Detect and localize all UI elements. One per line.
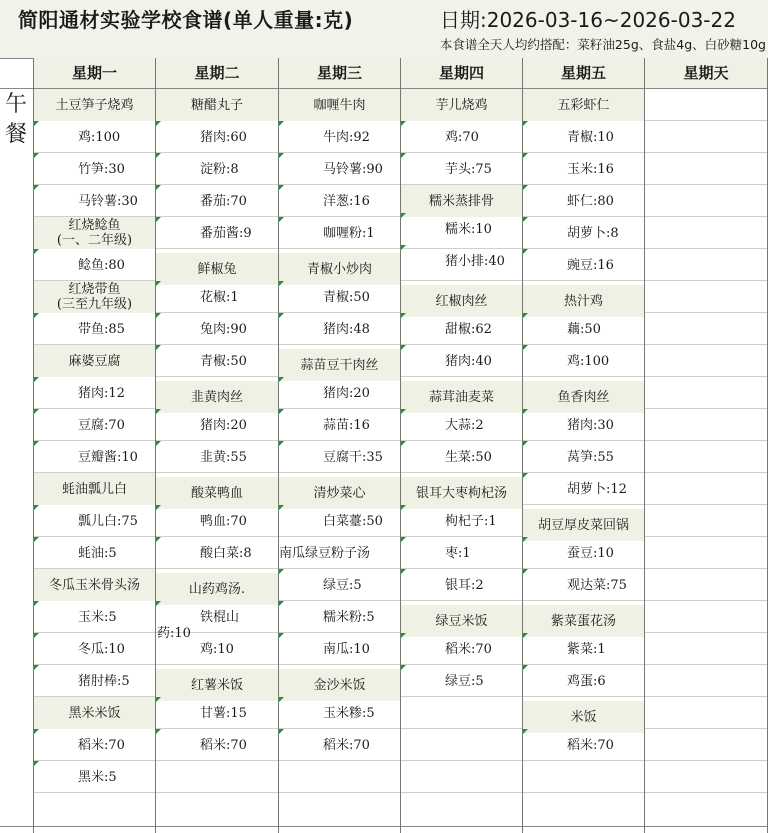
- cell-marker: [156, 281, 161, 286]
- dish-name: 五彩虾仁: [523, 89, 644, 121]
- ingredient-wrap: 药:10: [157, 625, 191, 641]
- ingredient: 稻米:70: [445, 641, 492, 657]
- ingredient: 冬瓜:10: [78, 641, 125, 657]
- ingredient: 番茄:70: [200, 193, 247, 209]
- cell-marker: [401, 665, 406, 670]
- cell-marker: [34, 185, 39, 190]
- cell-marker: [34, 633, 39, 638]
- cell-marker: [523, 121, 528, 126]
- dish-name: 紫菜蛋花汤: [523, 605, 644, 637]
- ingredient: 蚕豆:10: [567, 545, 614, 561]
- day-header-tuesday: 星期二: [156, 58, 278, 88]
- cell-marker: [279, 281, 284, 286]
- ingredient: 胡萝卜:12: [567, 481, 627, 497]
- cell-marker: [34, 409, 39, 414]
- dish-name: 糖醋丸子: [156, 89, 278, 121]
- dish-name-line: 红烧带鱼: [68, 282, 121, 297]
- seasoning-note: 本食谱全天人均约搭配：菜籽油25g、食盐4g、白砂糖10g: [439, 37, 766, 52]
- cell-marker: [523, 473, 528, 478]
- ingredient: 牛肉:92: [323, 129, 370, 145]
- cell-marker: [156, 697, 161, 702]
- dish-name: [34, 281, 155, 313]
- cell-marker: [279, 633, 284, 638]
- ingredient: 芋头:75: [445, 161, 492, 177]
- ingredient: 铁棍山: [200, 609, 240, 625]
- ingredient: 豆腐:70: [78, 417, 125, 433]
- cell-marker: [401, 313, 406, 318]
- ingredient: 猪肉:30: [567, 417, 614, 433]
- dish-name: 山药鸡汤.: [156, 573, 278, 605]
- day-header-thursday: 星期四: [401, 58, 522, 88]
- date-range: 日期:2026-03-16~2026-03-22: [440, 8, 736, 32]
- ingredient: 紫菜:1: [567, 641, 606, 657]
- ingredient: 豆瓣酱:10: [78, 449, 138, 465]
- cell-marker: [523, 633, 528, 638]
- ingredient: 黑米:5: [78, 769, 117, 785]
- ingredient: 咖喱粉:1: [323, 225, 375, 241]
- dish-name: 银耳大枣枸杞汤: [401, 477, 522, 509]
- ingredient: 鸡:10: [200, 641, 234, 657]
- cell-marker: [523, 217, 528, 222]
- cell-marker: [34, 249, 39, 254]
- cell-marker: [34, 121, 39, 126]
- dish-name: 芋儿烧鸡: [401, 89, 522, 121]
- day-header-wednesday: 星期三: [279, 58, 400, 88]
- ingredient: 鸡:70: [445, 129, 479, 145]
- dish-name: 热汁鸡: [523, 285, 644, 317]
- ingredient: 观达菜:75: [567, 577, 627, 593]
- cell-marker: [34, 153, 39, 158]
- dish-name-note: (一、二年级): [56, 233, 133, 248]
- ingredient: 番茄酱:9: [200, 225, 252, 241]
- cell-marker: [401, 121, 406, 126]
- column-divider: [644, 58, 645, 833]
- ingredient: 胡萝卜:8: [567, 225, 619, 241]
- cell-marker: [523, 665, 528, 670]
- day-header-sunday: 星期天: [645, 58, 767, 88]
- ingredient: 洋葱:16: [323, 193, 370, 209]
- cell-marker: [523, 249, 528, 254]
- dish-name-line: 红烧鲶鱼: [68, 218, 121, 233]
- dish-name: 红薯米饭: [156, 669, 278, 701]
- ingredient: 枸杞子:1: [445, 513, 497, 529]
- meal-label-lunch: 午餐: [4, 92, 27, 147]
- ingredient: 兔肉:90: [200, 321, 247, 337]
- dish-name: 蚝油瓢儿白: [34, 473, 155, 505]
- cell-marker: [523, 345, 528, 350]
- dish-name: 黑米米饭: [34, 697, 155, 729]
- cell-marker: [279, 153, 284, 158]
- ingredient: 绿豆:5: [445, 673, 484, 689]
- cell-marker: [34, 761, 39, 766]
- dish-name: 冬瓜玉米骨头汤: [34, 569, 155, 601]
- ingredient: 糯米:10: [445, 221, 492, 237]
- dish-name: 蒜苗豆干肉丝: [279, 349, 400, 381]
- cell-marker: [34, 729, 39, 734]
- cell-marker: [156, 345, 161, 350]
- cell-marker: [401, 345, 406, 350]
- cell-marker: [523, 441, 528, 446]
- cell-marker: [401, 245, 406, 250]
- cell-marker: [156, 601, 161, 606]
- dish-name: 韭黄肉丝: [156, 381, 278, 413]
- ingredient: 猪肉:20: [200, 417, 247, 433]
- ingredient: 稻米:70: [78, 737, 125, 753]
- day-header-monday: 星期一: [34, 58, 155, 88]
- ingredient: 豆腐干:35: [323, 449, 383, 465]
- cell-marker: [279, 569, 284, 574]
- ingredient: 藕:50: [567, 321, 601, 337]
- ingredient: 稻米:70: [323, 737, 370, 753]
- cell-marker: [156, 505, 161, 510]
- cell-marker: [401, 213, 406, 218]
- ingredient: 豌豆:16: [567, 257, 614, 273]
- cell-marker: [156, 153, 161, 158]
- ingredient: 猪肉:48: [323, 321, 370, 337]
- dish-name: 米饭: [523, 701, 644, 733]
- ingredient: 稻米:70: [567, 737, 614, 753]
- ingredient: 猪小排:40: [445, 253, 505, 269]
- ingredient: 甘薯:15: [200, 705, 247, 721]
- cell-marker: [156, 537, 161, 542]
- dish-name: 蒜茸油麦菜: [401, 381, 522, 413]
- cell-marker: [279, 505, 284, 510]
- dish-name: 麻婆豆腐: [34, 345, 155, 377]
- ingredient: 南瓜:10: [323, 641, 370, 657]
- cell-marker: [401, 633, 406, 638]
- cell-marker: [279, 601, 284, 606]
- cell-marker: [34, 505, 39, 510]
- dish-name: 绿豆米饭: [401, 605, 522, 637]
- ingredient: 淀粉:8: [200, 161, 239, 177]
- ingredient: 玉米:5: [78, 609, 117, 625]
- ingredient: 瓢儿白:75: [78, 513, 138, 529]
- ingredient: 大蒜:2: [445, 417, 484, 433]
- ingredient: 甜椒:62: [445, 321, 492, 337]
- cell-marker: [523, 409, 528, 414]
- dish-name: 红椒肉丝: [401, 285, 522, 317]
- ingredient: 鸡蛋:6: [567, 673, 606, 689]
- dish-name: 酸菜鸭血: [156, 477, 278, 509]
- dish-name: 清炒菜心: [279, 477, 400, 509]
- ingredient: 虾仁:80: [567, 193, 614, 209]
- dish-name: 咖喱牛肉: [279, 89, 400, 121]
- cell-marker: [279, 121, 284, 126]
- ingredient: 青椒:50: [323, 289, 370, 305]
- ingredient: 青椒:50: [200, 353, 247, 369]
- cell-marker: [523, 569, 528, 574]
- ingredient: 鸭血:70: [200, 513, 247, 529]
- ingredient: 韭黄:55: [200, 449, 247, 465]
- ingredient: 猪肉:12: [78, 385, 125, 401]
- cell-marker: [279, 441, 284, 446]
- cell-marker: [523, 537, 528, 542]
- ingredient: 莴笋:55: [567, 449, 614, 465]
- menu-grid: [0, 58, 768, 833]
- cell-marker: [34, 537, 39, 542]
- dish-name: 土豆笋子烧鸡: [34, 89, 155, 121]
- ingredient: 玉米:16: [567, 161, 614, 177]
- cell-marker: [401, 153, 406, 158]
- cell-marker: [523, 185, 528, 190]
- cell-marker: [401, 569, 406, 574]
- cell-marker: [279, 729, 284, 734]
- ingredient: 猪肉:60: [200, 129, 247, 145]
- cell-marker: [156, 313, 161, 318]
- cell-marker: [401, 441, 406, 446]
- cell-marker: [279, 185, 284, 190]
- dish-name: 鲜椒兔: [156, 253, 278, 285]
- cell-marker: [401, 409, 406, 414]
- cell-marker: [523, 729, 528, 734]
- ingredient: 猪肉:40: [445, 353, 492, 369]
- cell-marker: [34, 313, 39, 318]
- menu-title: 简阳通材实验学校食谱(单人重量:克): [18, 8, 354, 32]
- cell-marker: [279, 377, 284, 382]
- ingredient: 青椒:10: [567, 129, 614, 145]
- ingredient: 竹笋:30: [78, 161, 125, 177]
- cell-marker: [279, 409, 284, 414]
- ingredient: 酸白菜:8: [200, 545, 252, 561]
- cell-marker: [523, 153, 528, 158]
- cell-marker: [401, 505, 406, 510]
- cell-marker: [34, 665, 39, 670]
- ingredient: 稻米:70: [200, 737, 247, 753]
- cell-marker: [156, 217, 161, 222]
- cell-marker: [156, 441, 161, 446]
- ingredient: 鸡:100: [567, 353, 610, 369]
- ingredient: 带鱼:85: [78, 321, 125, 337]
- dish-name: 胡豆厚皮菜回锅: [523, 509, 644, 541]
- cell-marker: [156, 409, 161, 414]
- ingredient: 蚝油:5: [78, 545, 117, 561]
- ingredient: 鲶鱼:80: [78, 257, 125, 273]
- ingredient: 枣:1: [445, 545, 471, 561]
- ingredient: 猪肘棒:5: [78, 673, 130, 689]
- title-bar: [0, 0, 768, 59]
- ingredient: 白菜薹:50: [323, 513, 383, 529]
- ingredient: 鸡:100: [78, 129, 121, 145]
- cell-marker: [156, 121, 161, 126]
- cell-marker: [523, 313, 528, 318]
- cell-marker: [401, 537, 406, 542]
- dish-name: 鱼香肉丝: [523, 381, 644, 413]
- ingredient: 马铃薯:90: [323, 161, 383, 177]
- ingredient: 玉米糁:5: [323, 705, 375, 721]
- ingredient: 马铃薯:30: [78, 193, 138, 209]
- cell-marker: [34, 377, 39, 382]
- cell-marker: [279, 313, 284, 318]
- ingredient: 蒜苗:16: [323, 417, 370, 433]
- dish-name: 南瓜绿豆粉子汤: [279, 545, 371, 561]
- ingredient: 糯米粉:5: [323, 609, 375, 625]
- ingredient: 生菜:50: [445, 449, 492, 465]
- ingredient: 银耳:2: [445, 577, 484, 593]
- cell-marker: [34, 441, 39, 446]
- bottom-border: [0, 826, 768, 827]
- cell-marker: [34, 601, 39, 606]
- cell-marker: [279, 217, 284, 222]
- dish-name-note: (三至九年级): [56, 297, 133, 312]
- cell-marker: [156, 185, 161, 190]
- cell-marker: [156, 729, 161, 734]
- dish-name: 青椒小炒肉: [279, 253, 400, 285]
- day-header-friday: 星期五: [523, 58, 644, 88]
- ingredient: 绿豆:5: [323, 577, 362, 593]
- ingredient: 猪肉:20: [323, 385, 370, 401]
- ingredient: 花椒:1: [200, 289, 239, 305]
- dish-name: [34, 217, 155, 249]
- cell-marker: [279, 697, 284, 702]
- dish-name: 金沙米饭: [279, 669, 400, 701]
- dish-name: 糯米蒸排骨: [401, 185, 522, 217]
